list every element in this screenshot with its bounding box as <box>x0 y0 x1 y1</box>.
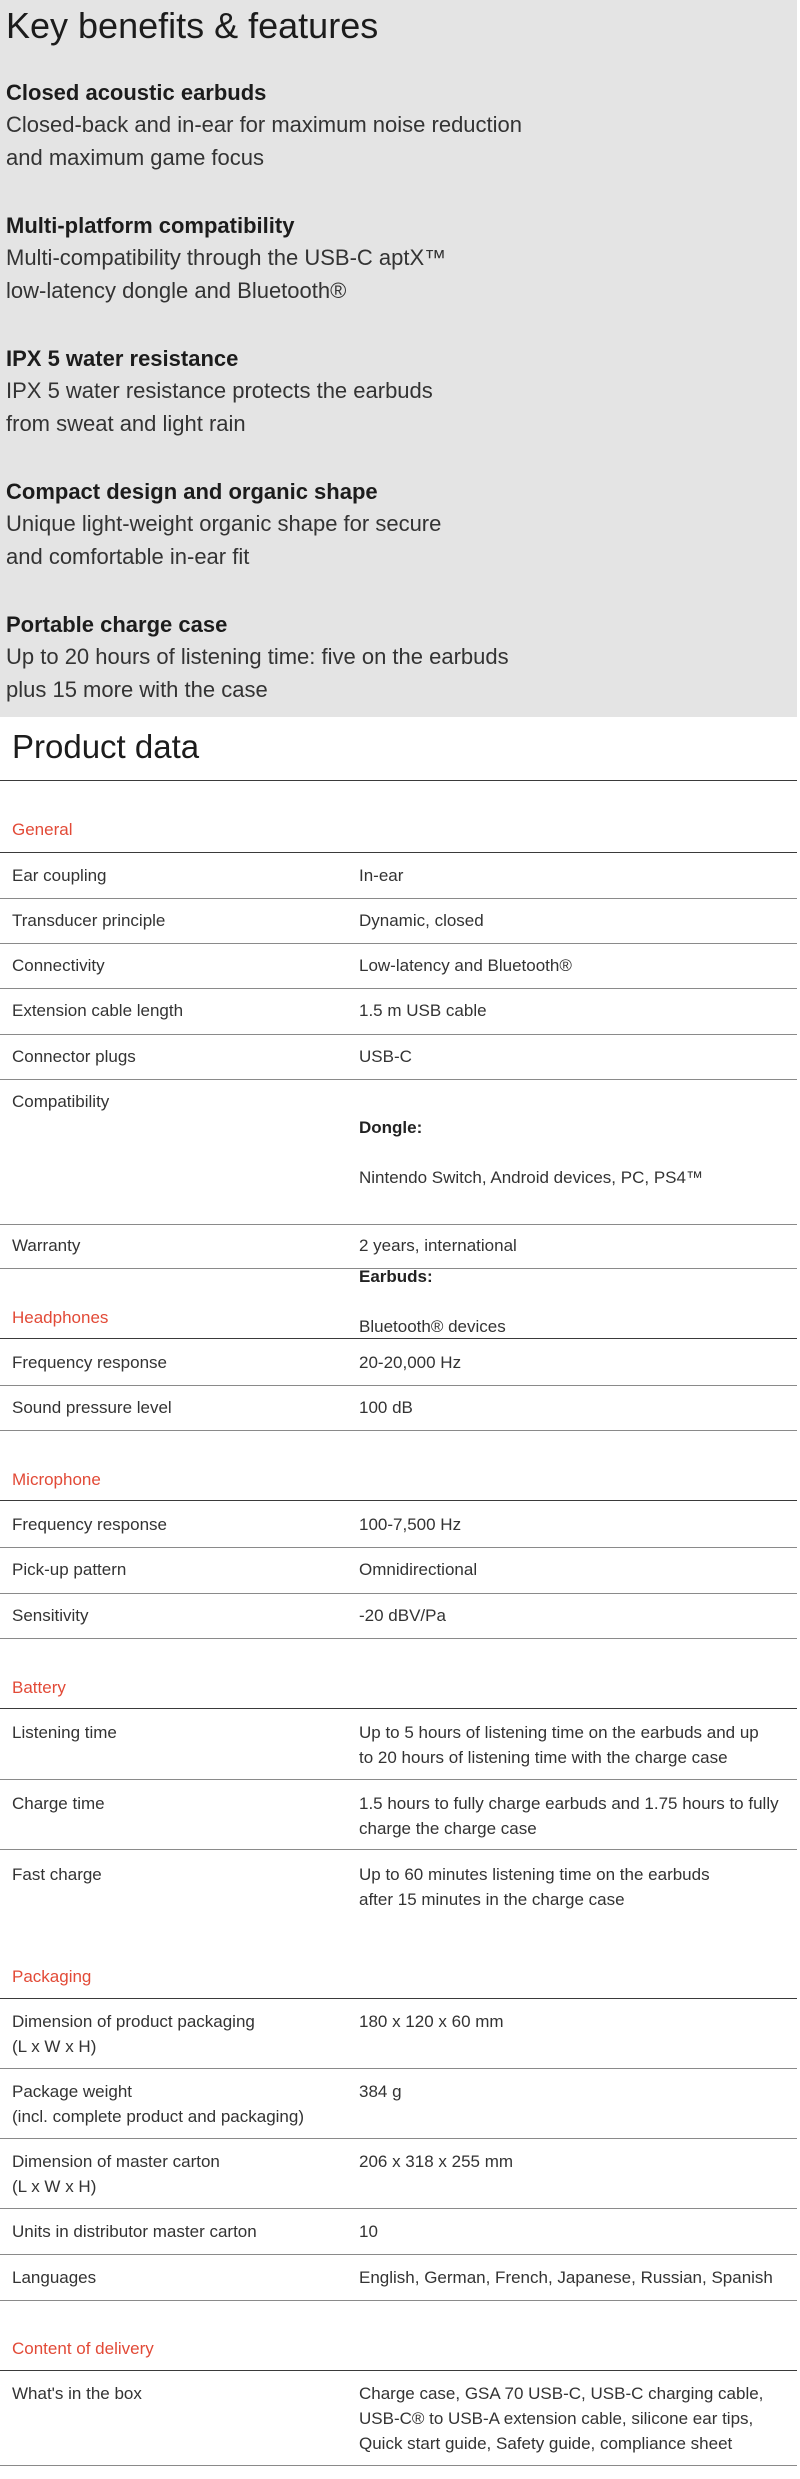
divider <box>0 1430 797 1431</box>
section-heading-general: General <box>12 820 73 839</box>
dongle-label: Dongle: <box>359 1118 423 1137</box>
spec-value: Omnidirectional <box>359 1560 478 1579</box>
divider <box>0 2254 797 2255</box>
divider <box>0 2300 797 2301</box>
spec-value: Charge case, GSA 70 USB-C, USB-C charging cable, USB-C® to USB-A extension cable, silicone ear tips, Quick start guide, Safety guide, compliance sheet <box>359 2384 764 2453</box>
spec-value: 1.5 hours to fully charge earbuds and 1.75 hours to fully charge the charge case <box>359 1794 779 1838</box>
feature-description: Multi-compatibility through the USB-C aptX™ low-latency dongle and Bluetooth® <box>6 245 447 303</box>
spec-label: Fast charge <box>12 1865 102 1884</box>
feature-item <box>6 344 706 440</box>
feature-title: Closed acoustic earbuds <box>6 80 267 105</box>
spec-label: Warranty <box>12 1236 81 1255</box>
spec-label: Sound pressure level <box>12 1398 172 1417</box>
spec-value: 384 g <box>359 2082 402 2101</box>
section-heading-battery: Battery <box>12 1678 66 1697</box>
spec-label: Sensitivity <box>12 1606 89 1625</box>
feature-title: Portable charge case <box>6 612 228 637</box>
earbuds-label: Earbuds: <box>359 1267 433 1286</box>
divider <box>0 1849 797 1850</box>
divider <box>0 2465 797 2466</box>
divider <box>0 943 797 944</box>
divider <box>0 1998 797 1999</box>
product-data-title: Product data <box>12 728 200 765</box>
feature-title: Compact design and organic shape <box>6 479 378 504</box>
spec-value: -20 dBV/Pa <box>359 1606 446 1625</box>
feature-item <box>6 477 706 573</box>
spec-label: Connectivity <box>12 956 105 975</box>
divider <box>0 898 797 899</box>
spec-label: Frequency response <box>12 1515 167 1534</box>
spec-label: Charge time <box>12 1794 105 1813</box>
dongle-value: Nintendo Switch, Android devices, PC, PS4™ <box>359 1168 703 1187</box>
spec-label: Pick-up pattern <box>12 1560 127 1579</box>
section-heading-packaging: Packaging <box>12 1967 92 1986</box>
spec-value: 180 x 120 x 60 mm <box>359 2012 504 2031</box>
spec-value: Up to 5 hours of listening time on the earbuds and up to 20 hours of listening time with the charge case <box>359 1723 759 1767</box>
spec-value: 2 years, international <box>359 1236 517 1255</box>
divider <box>0 1547 797 1548</box>
feature-title: IPX 5 water resistance <box>6 346 239 371</box>
divider <box>0 1500 797 1501</box>
divider <box>0 2370 797 2371</box>
section-heading-microphone: Microphone <box>12 1470 101 1489</box>
feature-description: IPX 5 water resistance protects the earbuds from sweat and light rain <box>6 378 433 436</box>
spec-value: Up to 60 minutes listening time on the earbuds after 15 minutes in the charge case <box>359 1865 710 1909</box>
spec-label: Listening time <box>12 1723 117 1742</box>
spec-label: Units in distributor master carton <box>12 2222 257 2241</box>
divider <box>0 1779 797 1780</box>
feature-item <box>6 211 706 307</box>
divider <box>0 2068 797 2069</box>
title-divider <box>0 780 797 781</box>
spec-value: English, German, French, Japanese, Russian, Spanish <box>359 2268 773 2287</box>
spec-label: Transducer principle <box>12 911 166 930</box>
spec-label: Dimension of master carton (L x W x H) <box>12 2152 220 2196</box>
spec-label: Compatibility <box>12 1092 110 1111</box>
divider <box>0 1338 797 1339</box>
spec-label: Extension cable length <box>12 1001 184 1020</box>
feature-item <box>6 610 706 706</box>
spec-value: 100 dB <box>359 1398 413 1417</box>
divider <box>0 1224 797 1225</box>
spec-label: Dimension of product packaging (L x W x H) <box>12 2012 255 2056</box>
divider <box>0 852 797 853</box>
spec-label: What's in the box <box>12 2384 142 2403</box>
feature-item <box>6 78 706 174</box>
divider <box>0 1638 797 1639</box>
feature-description: Closed-back and in-ear for maximum noise reduction and maximum game focus <box>6 112 523 170</box>
spec-value: 206 x 318 x 255 mm <box>359 2152 514 2171</box>
divider <box>0 1268 797 1269</box>
spec-value: 1.5 m USB cable <box>359 1001 487 1020</box>
feature-title: Multi-platform compatibility <box>6 213 295 238</box>
divider <box>0 1708 797 1709</box>
spec-label: Ear coupling <box>12 866 107 885</box>
features-panel <box>0 0 797 717</box>
section-heading-headphones: Headphones <box>12 1308 109 1327</box>
feature-description: Unique light-weight organic shape for secure and comfortable in-ear fit <box>6 511 442 569</box>
spec-value: 20-20,000 Hz <box>359 1353 462 1372</box>
spec-value: USB-C <box>359 1047 412 1066</box>
features-title: Key benefits & features <box>6 5 379 46</box>
spec-value: In-ear <box>359 866 404 885</box>
spec-value: Dynamic, closed <box>359 911 484 930</box>
divider <box>0 1034 797 1035</box>
divider <box>0 1079 797 1080</box>
earbuds-value: Bluetooth® devices <box>359 1317 506 1336</box>
spec-value: Low-latency and Bluetooth® <box>359 956 572 975</box>
divider <box>0 988 797 989</box>
section-heading-content-of-delivery: Content of delivery <box>12 2339 154 2358</box>
spec-label: Languages <box>12 2268 97 2287</box>
divider <box>0 2138 797 2139</box>
compatibility-value <box>359 1090 799 1364</box>
divider <box>0 1593 797 1594</box>
spec-label: Frequency response <box>12 1353 167 1372</box>
spec-value: 100-7,500 Hz <box>359 1515 462 1534</box>
spec-label: Package weight (incl. complete product and packaging) <box>12 2082 304 2126</box>
feature-description: Up to 20 hours of listening time: five on the earbuds plus 15 more with the case <box>6 644 509 702</box>
divider <box>0 1385 797 1386</box>
spec-label: Connector plugs <box>12 1047 136 1066</box>
spec-value: 10 <box>359 2222 378 2241</box>
divider <box>0 2208 797 2209</box>
